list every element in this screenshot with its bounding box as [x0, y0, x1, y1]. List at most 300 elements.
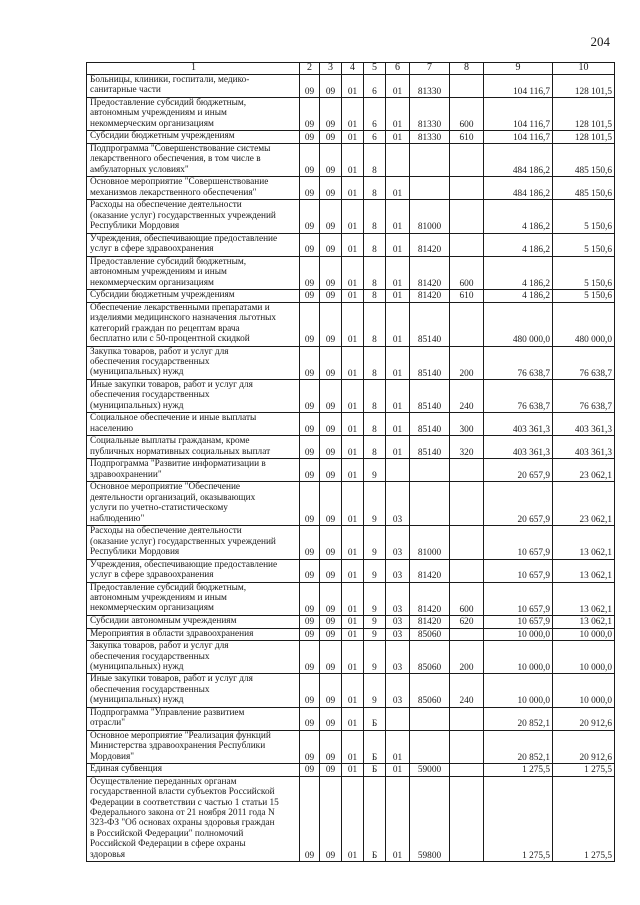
row-cell: 01: [342, 233, 364, 256]
row-label: Основное мероприятие "Реализация функций Министерства здравоохранения Республики Мордовия": [87, 730, 300, 763]
row-cell: 09: [300, 143, 320, 176]
row-cell: 09: [300, 582, 320, 615]
row-label: Основное мероприятие "Обеспечение деятельности организаций, оказывающих услуги по учетно-статистическому наблюдению": [87, 482, 300, 526]
row-cell: 09: [300, 559, 320, 582]
row-cell: 03: [386, 615, 410, 628]
table-row: [87, 302, 615, 346]
row-label: Иные закупки товаров, работ и услуг для обеспечения государственных (муниципальных) нужд: [87, 379, 300, 412]
row-cell: 03: [386, 582, 410, 615]
row-cell: 20 852,1: [484, 707, 553, 730]
row-cell: 10 000,0: [553, 628, 615, 641]
row-cell: 81420: [410, 615, 450, 628]
row-label: Больницы, клиники, госпитали, медико- санитарные части: [87, 75, 300, 98]
row-cell: 01: [342, 730, 364, 763]
column-header: 6: [386, 63, 410, 75]
row-cell: [450, 707, 484, 730]
row-cell: 81420: [410, 256, 450, 289]
row-cell: 8: [364, 143, 386, 176]
row-cell: [450, 628, 484, 641]
column-header: 1: [87, 63, 300, 75]
row-cell: 09: [300, 131, 320, 144]
row-cell: 85140: [410, 302, 450, 346]
row-cell: 9: [364, 615, 386, 628]
row-cell: [410, 482, 450, 526]
row-cell: 03: [386, 674, 410, 707]
row-cell: 9: [364, 459, 386, 482]
row-cell: 81330: [410, 98, 450, 131]
row-cell: 09: [320, 559, 342, 582]
row-cell: 6: [364, 131, 386, 144]
row-cell: Б: [364, 730, 386, 763]
row-cell: 01: [342, 559, 364, 582]
row-cell: 01: [342, 290, 364, 303]
row-cell: 09: [320, 413, 342, 436]
column-header: 2: [300, 63, 320, 75]
row-cell: 10 000,0: [484, 641, 553, 674]
row-cell: 01: [342, 436, 364, 459]
row-label: Подпрограмма "Совершенствование системы лекарственного обеспечения, в том числе в амбулаторных условиях": [87, 143, 300, 176]
row-cell: 01: [342, 482, 364, 526]
row-cell: 01: [342, 628, 364, 641]
row-cell: 8: [364, 302, 386, 346]
table-row: [87, 615, 615, 628]
row-cell: 09: [320, 582, 342, 615]
row-cell: 01: [342, 674, 364, 707]
row-cell: 01: [342, 256, 364, 289]
row-cell: 01: [342, 459, 364, 482]
table-row: [87, 290, 615, 303]
row-cell: 01: [386, 177, 410, 200]
row-cell: 09: [320, 641, 342, 674]
row-cell: 85060: [410, 628, 450, 641]
table-row: [87, 641, 615, 674]
table-row: [87, 436, 615, 459]
row-cell: 5 150,6: [553, 290, 615, 303]
row-cell: 128 101,5: [553, 131, 615, 144]
row-cell: 9: [364, 482, 386, 526]
row-cell: 20 912,6: [553, 707, 615, 730]
row-cell: 09: [300, 615, 320, 628]
row-cell: 9: [364, 628, 386, 641]
row-cell: 09: [300, 641, 320, 674]
row-cell: 4 186,2: [484, 200, 553, 233]
row-cell: 09: [320, 459, 342, 482]
table-row: [87, 256, 615, 289]
row-cell: 01: [342, 98, 364, 131]
row-cell: 600: [450, 582, 484, 615]
row-cell: 01: [386, 131, 410, 144]
table-row: [87, 674, 615, 707]
table-row: [87, 482, 615, 526]
row-cell: [450, 459, 484, 482]
row-cell: [410, 459, 450, 482]
row-cell: [450, 559, 484, 582]
row-cell: 01: [342, 413, 364, 436]
row-cell: 09: [320, 379, 342, 412]
row-cell: 9: [364, 641, 386, 674]
row-cell: 128 101,5: [553, 98, 615, 131]
row-cell: 09: [300, 764, 320, 777]
row-cell: 13 062,1: [553, 615, 615, 628]
row-cell: 85060: [410, 674, 450, 707]
row-cell: 09: [300, 346, 320, 379]
row-cell: 484 186,2: [484, 143, 553, 176]
row-cell: [450, 526, 484, 559]
row-cell: 01: [342, 776, 364, 861]
row-cell: 01: [342, 615, 364, 628]
row-cell: 09: [300, 482, 320, 526]
row-cell: 09: [320, 200, 342, 233]
table-row: [87, 526, 615, 559]
row-cell: 10 657,9: [484, 615, 553, 628]
row-cell: 403 361,3: [484, 436, 553, 459]
row-cell: 59800: [410, 776, 450, 861]
row-cell: 09: [300, 674, 320, 707]
row-cell: 01: [342, 582, 364, 615]
row-cell: 485 150,6: [553, 177, 615, 200]
row-cell: 200: [450, 641, 484, 674]
row-label: Обеспечение лекарственными препаратами и изделиями медицинского назначения льготных категорий граждан по рецептам врача бесплатно или с 50-процентной скидкой: [87, 302, 300, 346]
row-cell: 09: [320, 776, 342, 861]
row-cell: 01: [386, 379, 410, 412]
row-cell: 10 000,0: [553, 674, 615, 707]
row-cell: 480 000,0: [553, 302, 615, 346]
row-label: Субсидии бюджетным учреждениям: [87, 131, 300, 144]
column-header: 8: [450, 63, 484, 75]
row-cell: 8: [364, 233, 386, 256]
row-cell: [450, 75, 484, 98]
row-cell: 09: [320, 764, 342, 777]
page-number: 204: [590, 34, 610, 49]
row-cell: 200: [450, 346, 484, 379]
row-cell: 09: [300, 200, 320, 233]
table-row: [87, 776, 615, 861]
table-row: [87, 730, 615, 763]
row-label: Предоставление субсидий бюджетным, автономным учреждениям и иным некоммерческим организациям: [87, 582, 300, 615]
row-cell: 10 000,0: [484, 674, 553, 707]
row-cell: 13 062,1: [553, 559, 615, 582]
table-row: [87, 379, 615, 412]
budget-table: [86, 62, 615, 862]
row-cell: [410, 143, 450, 176]
row-cell: 20 657,9: [484, 482, 553, 526]
table-row: [87, 143, 615, 176]
row-cell: 01: [342, 641, 364, 674]
row-cell: 01: [386, 302, 410, 346]
table-row: [87, 200, 615, 233]
row-cell: 600: [450, 98, 484, 131]
row-cell: 8: [364, 346, 386, 379]
row-cell: 81000: [410, 200, 450, 233]
row-cell: 01: [342, 177, 364, 200]
row-cell: 09: [320, 674, 342, 707]
row-cell: [386, 143, 410, 176]
row-cell: 09: [320, 346, 342, 379]
column-header: 3: [320, 63, 342, 75]
row-label: Единая субвенция: [87, 764, 300, 777]
row-cell: 128 101,5: [553, 75, 615, 98]
row-cell: [386, 707, 410, 730]
row-cell: 9: [364, 582, 386, 615]
row-cell: 620: [450, 615, 484, 628]
row-cell: 09: [300, 302, 320, 346]
row-cell: 09: [300, 177, 320, 200]
row-cell: 09: [320, 131, 342, 144]
row-cell: 09: [300, 628, 320, 641]
column-header: 9: [484, 63, 553, 75]
row-label: Осуществление переданных органам государственной власти субъектов Российской Федерации в соответствии с частью 1 статьи 15 Федерального закона от 21 ноября 2011 года N 323-ФЗ "Об основах охраны здоровья граждан в Российской Федерации" полномочий Российской Федерации в сфере охраны здоровья: [87, 776, 300, 861]
column-header: 7: [410, 63, 450, 75]
row-cell: 320: [450, 436, 484, 459]
row-label: Социальное обеспечение и иные выплаты населению: [87, 413, 300, 436]
row-cell: [450, 730, 484, 763]
row-cell: 104 116,7: [484, 75, 553, 98]
row-cell: 76 638,7: [484, 346, 553, 379]
row-cell: 403 361,3: [484, 413, 553, 436]
row-cell: 104 116,7: [484, 98, 553, 131]
row-label: Подпрограмма "Развитие информатизации в здравоохранении": [87, 459, 300, 482]
row-cell: 10 000,0: [553, 641, 615, 674]
row-cell: 81420: [410, 290, 450, 303]
row-cell: 6: [364, 98, 386, 131]
row-cell: 5 150,6: [553, 233, 615, 256]
row-cell: 03: [386, 526, 410, 559]
row-cell: 09: [300, 379, 320, 412]
row-cell: 01: [342, 302, 364, 346]
row-label: Расходы на обеспечение деятельности (оказание услуг) государственных учреждений Республики Мордовия: [87, 200, 300, 233]
row-cell: [410, 707, 450, 730]
row-cell: 01: [386, 233, 410, 256]
row-cell: 01: [342, 764, 364, 777]
row-cell: 8: [364, 379, 386, 412]
row-cell: 09: [320, 233, 342, 256]
table-row: [87, 582, 615, 615]
row-cell: 01: [386, 764, 410, 777]
row-cell: 01: [342, 526, 364, 559]
row-cell: 85060: [410, 641, 450, 674]
row-cell: 9: [364, 559, 386, 582]
row-cell: 09: [320, 302, 342, 346]
row-cell: 1 275,5: [484, 764, 553, 777]
row-cell: 01: [342, 346, 364, 379]
row-label: Расходы на обеспечение деятельности (оказание услуг) государственных учреждений Республики Мордовия: [87, 526, 300, 559]
row-cell: [450, 233, 484, 256]
row-cell: 600: [450, 256, 484, 289]
row-cell: 76 638,7: [553, 379, 615, 412]
row-cell: 09: [320, 75, 342, 98]
row-cell: [450, 764, 484, 777]
row-cell: 09: [320, 290, 342, 303]
row-cell: 81420: [410, 582, 450, 615]
row-cell: 09: [320, 526, 342, 559]
row-cell: 20 852,1: [484, 730, 553, 763]
row-label: Закупка товаров, работ и услуг для обеспечения государственных (муниципальных) нужд: [87, 346, 300, 379]
row-cell: [450, 776, 484, 861]
row-cell: [410, 730, 450, 763]
row-cell: 9: [364, 674, 386, 707]
row-cell: 4 186,2: [484, 233, 553, 256]
row-label: Предоставление субсидий бюджетным, автономным учреждениям и иным некоммерческим организациям: [87, 256, 300, 289]
row-cell: 23 062,1: [553, 482, 615, 526]
row-cell: 6: [364, 75, 386, 98]
row-cell: 09: [320, 482, 342, 526]
row-label: Предоставление субсидий бюджетным, автономным учреждениям и иным некоммерческим организациям: [87, 98, 300, 131]
row-cell: [410, 177, 450, 200]
row-cell: 484 186,2: [484, 177, 553, 200]
row-cell: 5 150,6: [553, 200, 615, 233]
row-cell: 81000: [410, 526, 450, 559]
row-cell: 09: [320, 707, 342, 730]
row-cell: 01: [386, 98, 410, 131]
row-cell: 8: [364, 256, 386, 289]
row-cell: 09: [300, 436, 320, 459]
row-cell: 01: [342, 200, 364, 233]
row-cell: 01: [342, 379, 364, 412]
row-cell: 03: [386, 641, 410, 674]
table-row: [87, 707, 615, 730]
row-cell: 8: [364, 436, 386, 459]
row-cell: 01: [386, 75, 410, 98]
row-cell: 610: [450, 131, 484, 144]
row-cell: 09: [300, 707, 320, 730]
row-label: Подпрограмма "Управление развитием отрасли": [87, 707, 300, 730]
row-cell: 03: [386, 628, 410, 641]
table-row: [87, 764, 615, 777]
row-cell: 4 186,2: [484, 256, 553, 289]
row-cell: 09: [320, 615, 342, 628]
row-cell: 81420: [410, 559, 450, 582]
row-cell: 81330: [410, 75, 450, 98]
row-cell: 240: [450, 674, 484, 707]
row-cell: 76 638,7: [553, 346, 615, 379]
row-cell: 240: [450, 379, 484, 412]
row-label: Мероприятия в области здравоохранения: [87, 628, 300, 641]
row-cell: 01: [342, 707, 364, 730]
table-row: [87, 177, 615, 200]
row-cell: Б: [364, 764, 386, 777]
row-cell: 03: [386, 482, 410, 526]
row-cell: 09: [320, 98, 342, 131]
row-label: Иные закупки товаров, работ и услуг для обеспечения государственных (муниципальных) нужд: [87, 674, 300, 707]
row-cell: 09: [300, 290, 320, 303]
row-cell: 09: [320, 177, 342, 200]
row-cell: 09: [320, 730, 342, 763]
row-cell: [450, 482, 484, 526]
row-cell: 01: [386, 413, 410, 436]
row-cell: 01: [342, 131, 364, 144]
row-cell: 01: [386, 256, 410, 289]
row-cell: 81330: [410, 131, 450, 144]
row-label: Закупка товаров, работ и услуг для обеспечения государственных (муниципальных) нужд: [87, 641, 300, 674]
row-cell: 09: [300, 413, 320, 436]
table-row: [87, 559, 615, 582]
row-cell: 13 062,1: [553, 526, 615, 559]
table-row: [87, 459, 615, 482]
row-cell: Б: [364, 707, 386, 730]
row-cell: [386, 459, 410, 482]
row-cell: 09: [300, 256, 320, 289]
table-row: [87, 628, 615, 641]
table-row: [87, 131, 615, 144]
row-cell: 20 912,6: [553, 730, 615, 763]
row-cell: 01: [342, 75, 364, 98]
row-cell: 8: [364, 413, 386, 436]
row-cell: 4 186,2: [484, 290, 553, 303]
row-label: Основное мероприятие "Совершенствование механизмов лекарственного обеспечения": [87, 177, 300, 200]
row-cell: 9: [364, 526, 386, 559]
row-cell: 8: [364, 200, 386, 233]
row-cell: 13 062,1: [553, 582, 615, 615]
row-cell: 23 062,1: [553, 459, 615, 482]
row-cell: 8: [364, 290, 386, 303]
row-cell: 10 657,9: [484, 526, 553, 559]
row-label: Социальные выплаты гражданам, кроме публичных нормативных социальных выплат: [87, 436, 300, 459]
row-cell: 01: [386, 346, 410, 379]
row-cell: 09: [300, 526, 320, 559]
row-cell: 610: [450, 290, 484, 303]
row-cell: 8: [364, 177, 386, 200]
row-cell: 403 361,3: [553, 436, 615, 459]
row-cell: 01: [386, 290, 410, 303]
row-cell: 09: [320, 628, 342, 641]
column-header: 5: [364, 63, 386, 75]
row-cell: 76 638,7: [484, 379, 553, 412]
row-cell: 1 275,5: [553, 764, 615, 777]
row-cell: 09: [320, 256, 342, 289]
row-cell: 10 000,0: [484, 628, 553, 641]
row-cell: 104 116,7: [484, 131, 553, 144]
row-cell: 09: [320, 436, 342, 459]
row-cell: 59000: [410, 764, 450, 777]
row-cell: [450, 302, 484, 346]
row-cell: 81420: [410, 233, 450, 256]
row-cell: [450, 143, 484, 176]
row-cell: 403 361,3: [553, 413, 615, 436]
row-cell: 01: [386, 776, 410, 861]
row-label: Учреждения, обеспечивающие предоставление услуг в сфере здравоохранения: [87, 559, 300, 582]
row-cell: 85140: [410, 436, 450, 459]
table-row: [87, 98, 615, 131]
row-cell: 485 150,6: [553, 143, 615, 176]
row-cell: 1 275,5: [553, 776, 615, 861]
row-cell: 5 150,6: [553, 256, 615, 289]
table-row: [87, 233, 615, 256]
row-cell: 480 000,0: [484, 302, 553, 346]
row-cell: 85140: [410, 379, 450, 412]
row-cell: 85140: [410, 346, 450, 379]
row-cell: 03: [386, 559, 410, 582]
row-cell: 09: [300, 233, 320, 256]
row-label: Учреждения, обеспечивающие предоставление услуг в сфере здравоохранения: [87, 233, 300, 256]
row-cell: 09: [300, 459, 320, 482]
column-header: 10: [553, 63, 615, 75]
row-cell: 01: [386, 436, 410, 459]
row-cell: [450, 200, 484, 233]
column-header: 4: [342, 63, 364, 75]
row-cell: 01: [386, 200, 410, 233]
row-label: Субсидии бюджетным учреждениям: [87, 290, 300, 303]
row-cell: Б: [364, 776, 386, 861]
row-cell: 09: [320, 143, 342, 176]
row-cell: 10 657,9: [484, 582, 553, 615]
row-cell: 01: [342, 143, 364, 176]
row-cell: 09: [300, 98, 320, 131]
row-cell: [450, 177, 484, 200]
table-header-row: [87, 63, 615, 75]
table-row: [87, 346, 615, 379]
row-label: Субсидии автономным учреждениям: [87, 615, 300, 628]
row-cell: 10 657,9: [484, 559, 553, 582]
